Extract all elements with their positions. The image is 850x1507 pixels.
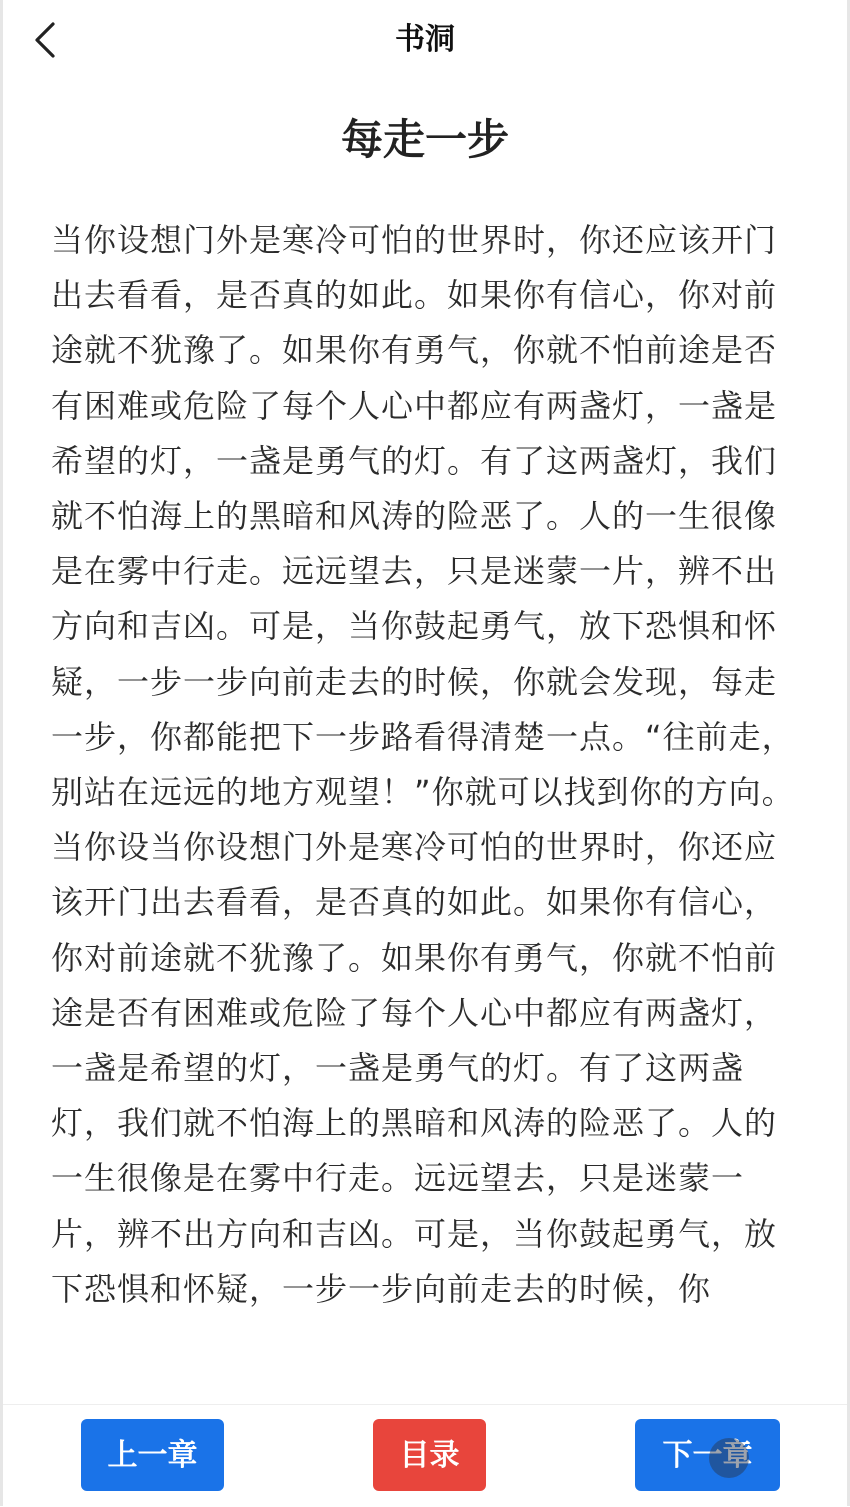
bottom-nav [3, 1404, 847, 1507]
chapter-content: 当你设想门外是寒冷可怕的世界时，你还应该开门出去看看，是否真的如此。如果你有信心，你对前途就不犹豫了。如果你有勇气，你就不怕前途是否有困难或危险了每个人心中都应有两盏灯，一盏是希望的灯，一盏是勇气的灯。有了这两盏灯，我们就不怕海上的黑暗和风涛的险恶了。人的一生很像是在雾中行走。远远望去，只是迷蒙一片，辨不出方向和吉凶。可是，当你鼓起勇气，放下恐惧和怀疑，一步一步向前走去的时候，你就会发现，每走一步，你都能把下一步路看得清楚一点。“往前走，别站在远远的地方观望！”你就可以找到你的方向。当你设当你设想门外是寒冷可怕的世界时，你还应该开门出去看看，是否真的如此。如果你有信心，你对前途就不犹豫了。如果你有勇气，你就不怕前途是否有困难或危险了每个人心中都应有两盏灯，一盏是希望的灯，一盏是勇气的灯。有了这两盏灯，我们就不怕海上的黑暗和风涛的险恶了。人的一生很像是在雾中行走。远远望去，只是迷蒙一片，辨不出方向和吉凶。可是，当你鼓起勇气，放下恐惧和怀疑，一步一步向前走去的时候，你 [51, 221, 795, 1308]
app-title: 书洞 [395, 22, 455, 57]
chapter-title: 每走一步 [340, 115, 509, 164]
table-of-contents-button[interactable]: 目录 [373, 1419, 486, 1491]
top-bar [3, 0, 847, 84]
prev-chapter-button[interactable]: 上一章 [81, 1419, 224, 1491]
chapter-content-scroll[interactable] [51, 213, 803, 1405]
next-chapter-button[interactable]: 下一章 [635, 1419, 780, 1491]
